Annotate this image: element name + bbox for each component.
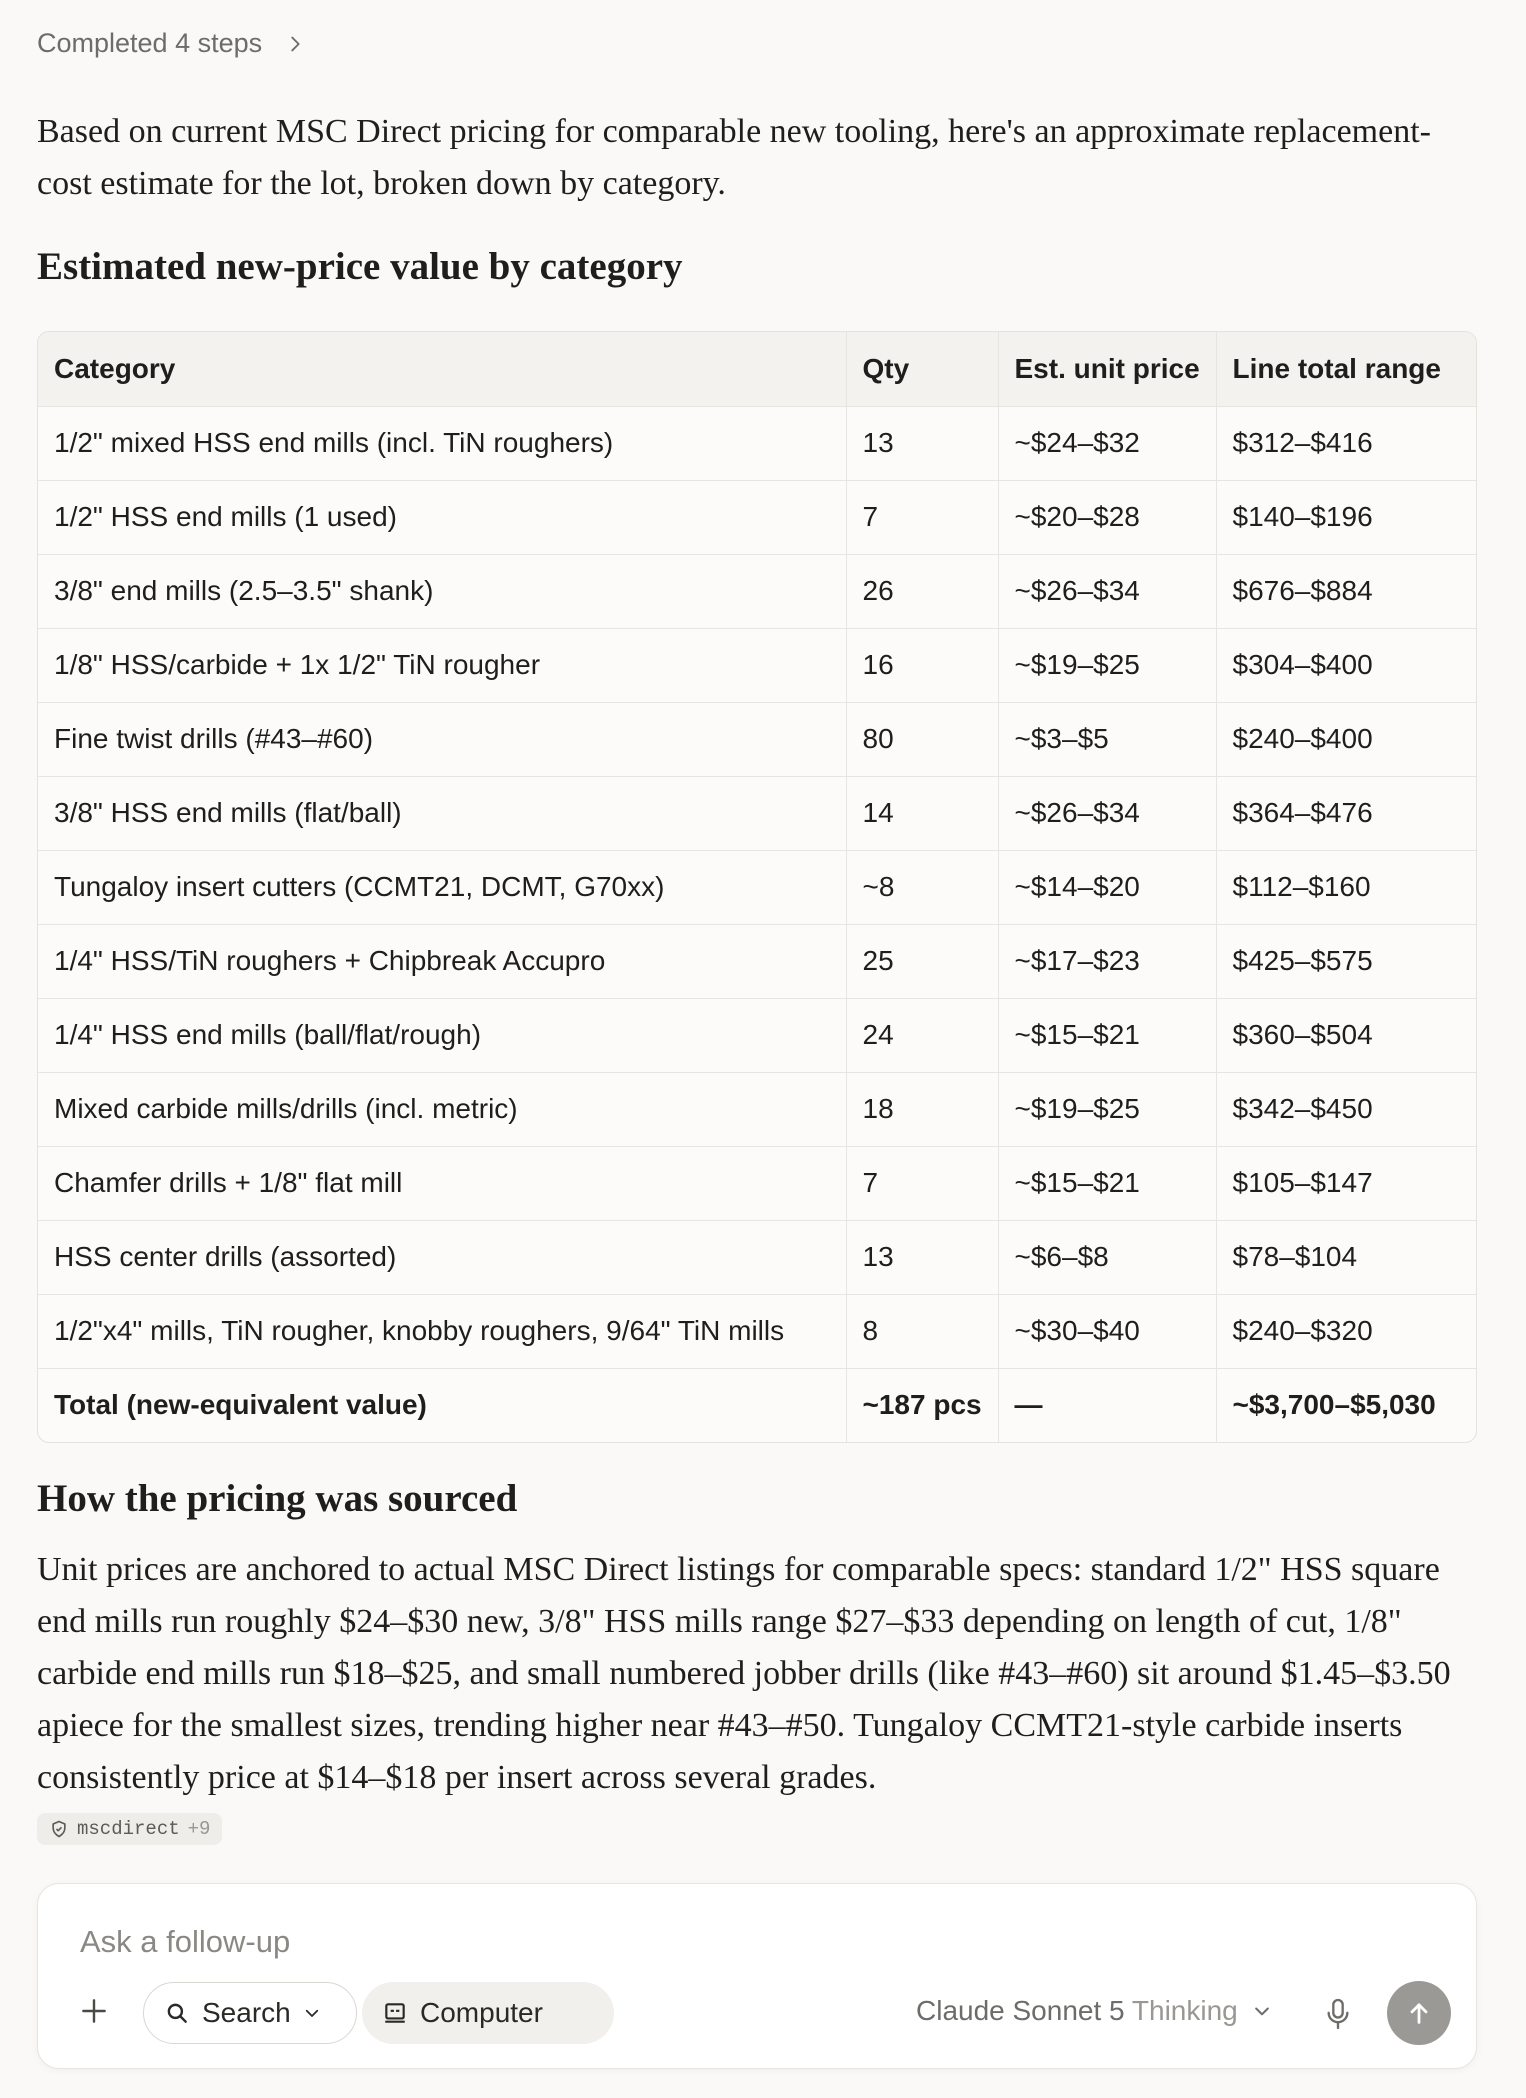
table-cell: 7 (846, 480, 998, 554)
search-button[interactable] (143, 1982, 357, 2044)
column-header: Qty (846, 332, 998, 406)
steps-label: Completed 4 steps (37, 28, 263, 58)
table-row (38, 1220, 1477, 1294)
table-cell: ~$14–$20 (998, 850, 1216, 924)
table-row (38, 628, 1477, 702)
computer-icon (382, 2000, 408, 2026)
table-row (38, 850, 1477, 924)
table-cell: 1/4" HSS/TiN roughers + Chipbreak Accupro (38, 924, 846, 998)
column-header: Est. unit price (998, 332, 1216, 406)
table-cell: ~$26–$34 (998, 776, 1216, 850)
table-cell: $360–$504 (1216, 998, 1477, 1072)
source-more-count: +9 (187, 1818, 211, 1840)
table-cell: $304–$400 (1216, 628, 1477, 702)
table-cell: 14 (846, 776, 998, 850)
table-header-row (38, 332, 1477, 406)
table-cell: ~$15–$21 (998, 998, 1216, 1072)
table-row (38, 1072, 1477, 1146)
table-cell: ~$15–$21 (998, 1146, 1216, 1220)
table-cell: ~$20–$28 (998, 480, 1216, 554)
table-cell: $140–$196 (1216, 480, 1477, 554)
table-cell: $240–$400 (1216, 702, 1477, 776)
table-cell: ~$26–$34 (998, 554, 1216, 628)
table-cell: 26 (846, 554, 998, 628)
table-cell: $240–$320 (1216, 1294, 1477, 1368)
chevron-down-icon (303, 2004, 321, 2022)
table-cell: 13 (846, 1220, 998, 1294)
table-cell: ~$19–$25 (998, 628, 1216, 702)
table-cell: $676–$884 (1216, 554, 1477, 628)
table-cell: ~$3–$5 (998, 702, 1216, 776)
table-cell: 80 (846, 702, 998, 776)
completed-steps-toggle[interactable] (37, 28, 306, 59)
intro-paragraph: Based on current MSC Direct pricing for comparable new tooling, here's an approximate replacement-cost estimate for the lot, broken down by category. (37, 113, 1431, 202)
table-row (38, 406, 1477, 480)
send-button[interactable] (1387, 1981, 1451, 2045)
table-cell: $112–$160 (1216, 850, 1477, 924)
plus-icon[interactable] (78, 1995, 110, 2027)
section-title-sourcing: How the pricing was sourced (37, 1477, 518, 1520)
table-row (38, 924, 1477, 998)
table-cell: ~$30–$40 (998, 1294, 1216, 1368)
table-cell: 3/8" HSS end mills (flat/ball) (38, 776, 846, 850)
table-cell: 1/2"x4" mills, TiN rougher, knobby roughers, 9/64" TiN mills (38, 1294, 846, 1368)
table-row (38, 1294, 1477, 1368)
follow-up-input[interactable]: Ask a follow-up (80, 1924, 291, 1959)
search-icon (164, 2000, 190, 2026)
table-cell: 16 (846, 628, 998, 702)
table-cell: $78–$104 (1216, 1220, 1477, 1294)
total-cell: Total (new-equivalent value) (38, 1368, 846, 1442)
shield-icon (49, 1819, 69, 1839)
source-name: mscdirect (77, 1818, 180, 1840)
column-header: Category (38, 332, 846, 406)
table-cell: 18 (846, 1072, 998, 1146)
table-cell: $342–$450 (1216, 1072, 1477, 1146)
composer (37, 1883, 1477, 2069)
microphone-icon[interactable] (1324, 1997, 1352, 2031)
table-cell: Tungaloy insert cutters (CCMT21, DCMT, G70xx) (38, 850, 846, 924)
table-cell: HSS center drills (assorted) (38, 1220, 846, 1294)
table-row (38, 480, 1477, 554)
table-cell: ~$17–$23 (998, 924, 1216, 998)
total-cell: — (998, 1368, 1216, 1442)
model-mode: Thinking (1131, 1995, 1238, 2026)
table-cell: 1/8" HSS/carbide + 1x 1/2" TiN rougher (38, 628, 846, 702)
table-cell: Fine twist drills (#43–#60) (38, 702, 846, 776)
model-name: Claude Sonnet 5 (916, 1995, 1125, 2026)
table-cell: 24 (846, 998, 998, 1072)
table-row (38, 998, 1477, 1072)
table-cell: $312–$416 (1216, 406, 1477, 480)
sourcing-paragraph: Unit prices are anchored to actual MSC Direct listings for comparable specs: standard 1/2" HSS square end mills run roughly $24–$30 new, 3/8" HSS mills range $27–$33 depending on length of cut, 1/8" carbide end mills run $18–$25, and small numbered jobber drills (like #43–#60) sit around $1.45–$3.50 apiece for the smallest sizes, trending higher near #43–#50. Tungaloy CCMT21-style carbide inserts consistently price at $14–$18 per insert across several grades. (37, 1551, 1451, 1796)
arrow-up-icon (1405, 1999, 1433, 2027)
total-cell: ~187 pcs (846, 1368, 998, 1442)
table-cell: Mixed carbide mills/drills (incl. metric) (38, 1072, 846, 1146)
source-citation-chip[interactable] (37, 1813, 222, 1845)
table-cell: 1/2" mixed HSS end mills (incl. TiN roughers) (38, 406, 846, 480)
table-cell: 8 (846, 1294, 998, 1368)
column-header: Line total range (1216, 332, 1477, 406)
table-cell: 3/8" end mills (2.5–3.5" shank) (38, 554, 846, 628)
search-label: Search (202, 1997, 291, 2028)
model-selector[interactable] (916, 1995, 1272, 2027)
table-cell: ~$19–$25 (998, 1072, 1216, 1146)
chevron-right-icon (284, 33, 306, 55)
computer-label: Computer (420, 1997, 543, 2028)
computer-button[interactable] (362, 1982, 614, 2044)
table-row (38, 554, 1477, 628)
table-cell: ~$24–$32 (998, 406, 1216, 480)
table-cell: 1/4" HSS end mills (ball/flat/rough) (38, 998, 846, 1072)
section-title-estimate: Estimated new-price value by category (37, 245, 683, 288)
table-cell: $105–$147 (1216, 1146, 1477, 1220)
chevron-down-icon (1252, 2001, 1272, 2021)
table-cell: 7 (846, 1146, 998, 1220)
table-cell: Chamfer drills + 1/8" flat mill (38, 1146, 846, 1220)
table-cell: 13 (846, 406, 998, 480)
table-cell: ~8 (846, 850, 998, 924)
total-cell: ~$3,700–$5,030 (1232, 1389, 1436, 1421)
table-row (38, 776, 1477, 850)
table-total-row (38, 1368, 1477, 1442)
table-cell: 25 (846, 924, 998, 998)
table-cell: $364–$476 (1216, 776, 1477, 850)
table-cell: $425–$575 (1216, 924, 1477, 998)
pricing-table (37, 331, 1477, 1443)
table-cell: 1/2" HSS end mills (1 used) (38, 480, 846, 554)
table-row (38, 1146, 1477, 1220)
table-row (38, 702, 1477, 776)
table-cell: ~$6–$8 (998, 1220, 1216, 1294)
